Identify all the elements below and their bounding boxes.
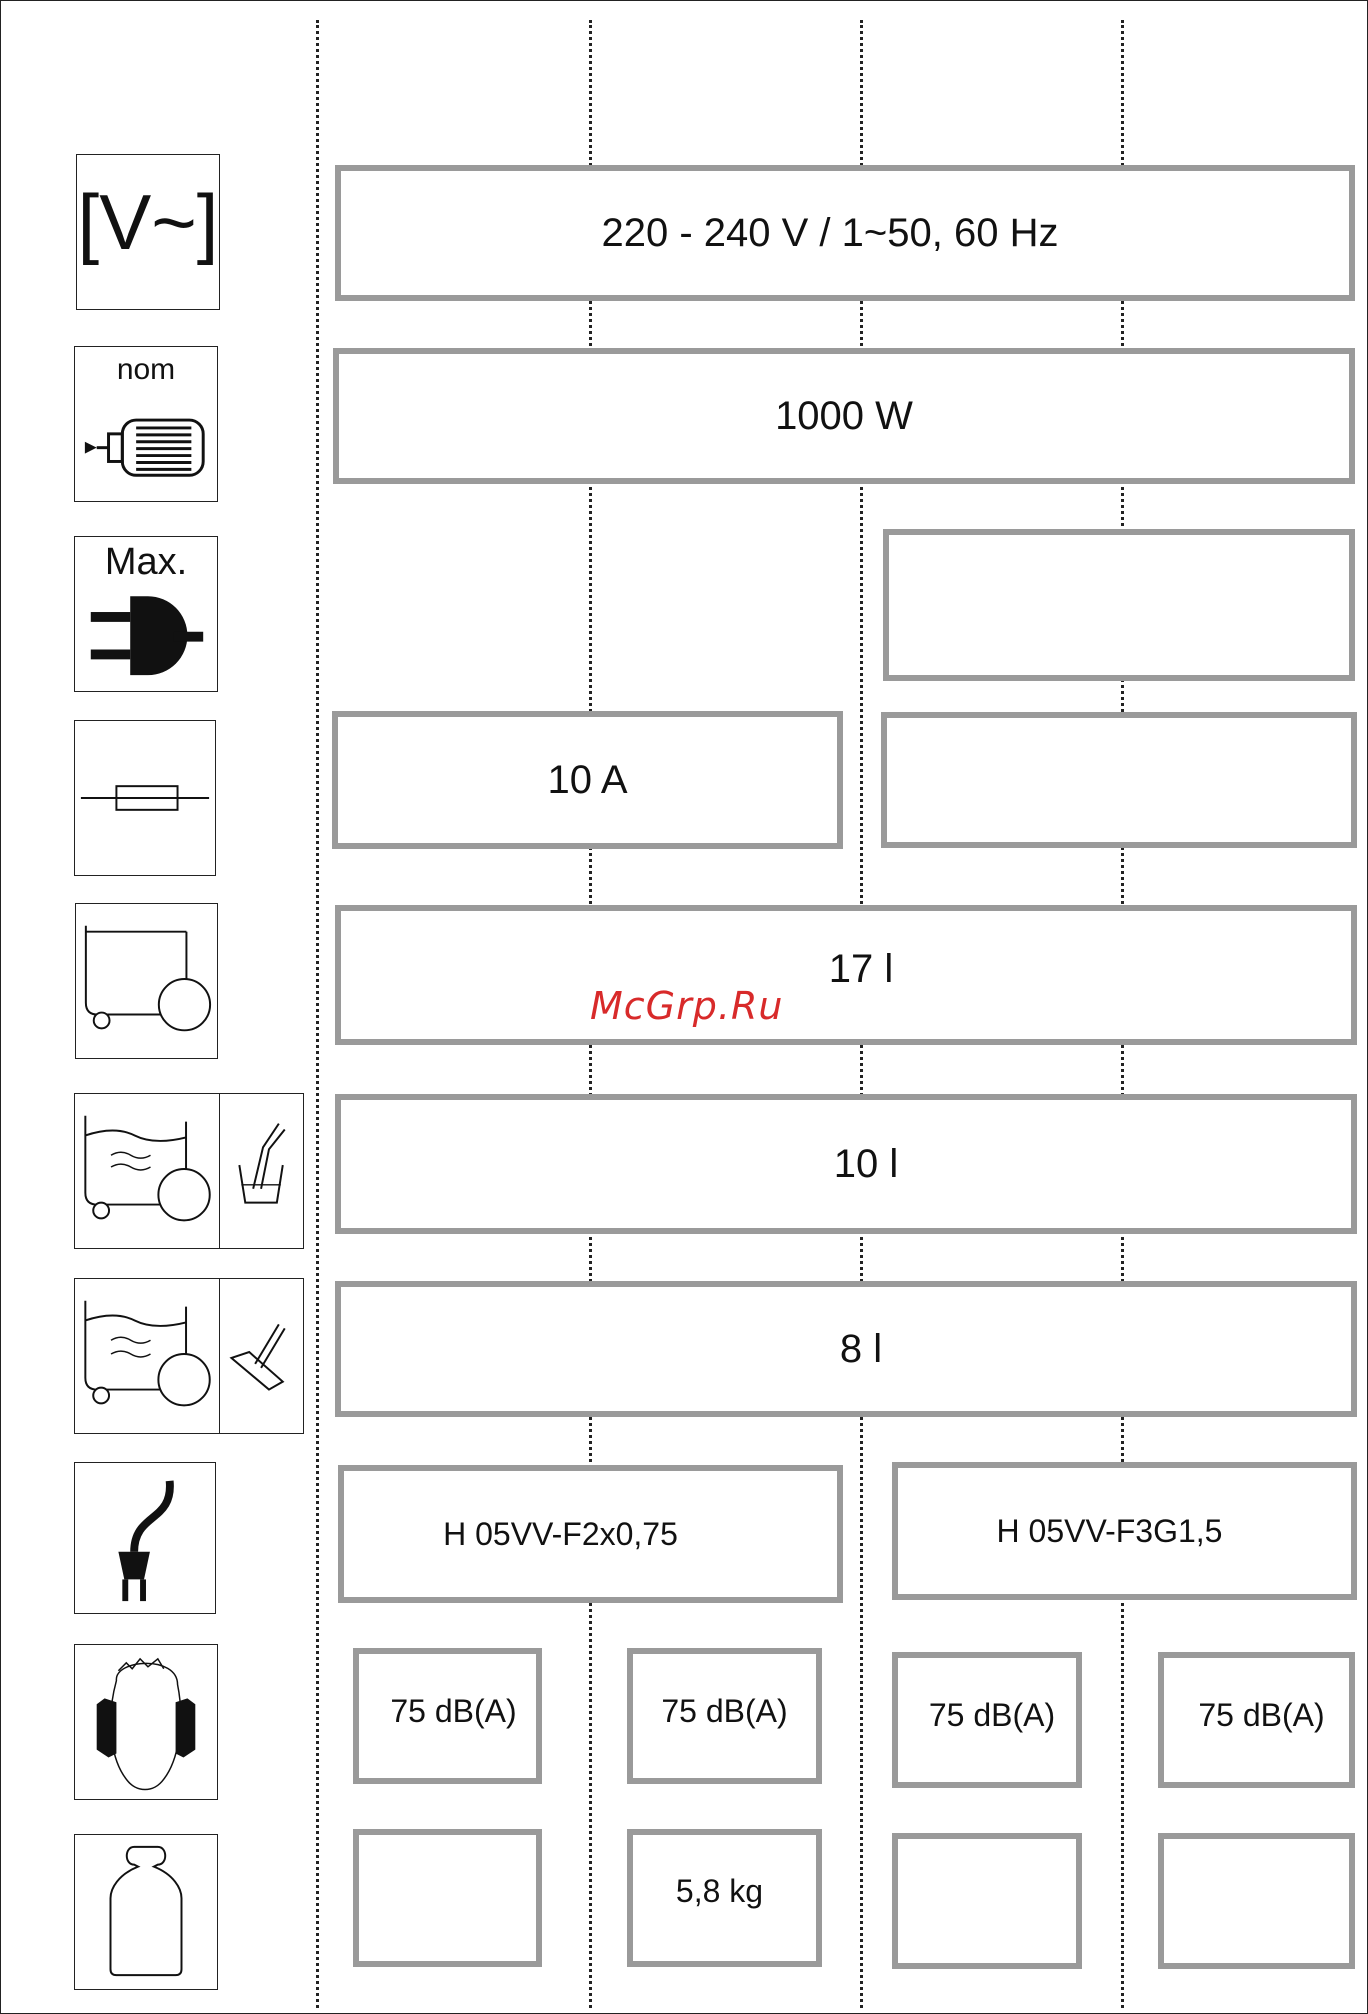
max-socket-value-box — [883, 529, 1355, 681]
power-value: 1000 W — [775, 393, 913, 438]
power-icon-label: nom — [116, 353, 176, 386]
noise-box-3 — [892, 1652, 1082, 1788]
water-pickup-value: 8 l — [839, 1326, 883, 1371]
max-icon-label: Max. — [104, 541, 188, 583]
cable-type-box-right — [892, 1462, 1357, 1600]
watermark: McGrp.Ru — [590, 984, 784, 1028]
fuse-value-left: 10 A — [547, 757, 628, 802]
power-cable-icon — [74, 1462, 216, 1614]
container-volume-value: 17 l — [828, 946, 894, 991]
noise-box-4 — [1158, 1652, 1355, 1788]
water-volume-box — [335, 1094, 1357, 1234]
water-volume-value: 10 l — [833, 1141, 899, 1186]
weight-value-2: 5,8 kg — [675, 1872, 764, 1909]
cable-type-left: H 05VV-F2x0,75 — [443, 1515, 678, 1552]
voltage-icon-label: [V~] — [77, 178, 219, 266]
noise-value-2: 75 dB(A) — [661, 1692, 788, 1729]
weight-icon — [74, 1834, 218, 1990]
ear-protection-icon — [74, 1644, 218, 1800]
container-volume-icon — [75, 903, 218, 1059]
water-volume-icon — [74, 1093, 304, 1249]
noise-value-1: 75 dB(A) — [390, 1692, 517, 1729]
weight-box-2 — [627, 1829, 822, 1967]
noise-value-3: 75 dB(A) — [928, 1696, 1056, 1733]
cable-type-box-left — [338, 1465, 843, 1603]
voltage-value-box — [335, 165, 1355, 301]
weight-box-1 — [353, 1829, 542, 1967]
motor-power-icon — [74, 346, 218, 502]
power-value-box — [333, 348, 1355, 484]
water-pickup-box — [335, 1281, 1357, 1417]
weight-box-3 — [892, 1833, 1082, 1969]
column-divider-1 — [316, 20, 319, 2008]
voltage-value: 220 - 240 V / 1~50, 60 Hz — [601, 210, 1059, 255]
fuse-value-box-right — [881, 712, 1357, 848]
noise-value-4: 75 dB(A) — [1198, 1696, 1325, 1733]
water-pickup-icon — [74, 1278, 304, 1434]
cable-type-right: H 05VV-F3G1,5 — [996, 1512, 1223, 1549]
noise-box-1 — [353, 1648, 542, 1784]
fuse-icon — [74, 720, 216, 876]
noise-box-2 — [627, 1648, 822, 1784]
voltage-icon — [76, 154, 220, 310]
max-socket-plug-icon — [74, 536, 218, 692]
container-volume-box — [335, 905, 1357, 1045]
fuse-value-box-left — [332, 711, 843, 849]
weight-box-4 — [1158, 1833, 1355, 1969]
